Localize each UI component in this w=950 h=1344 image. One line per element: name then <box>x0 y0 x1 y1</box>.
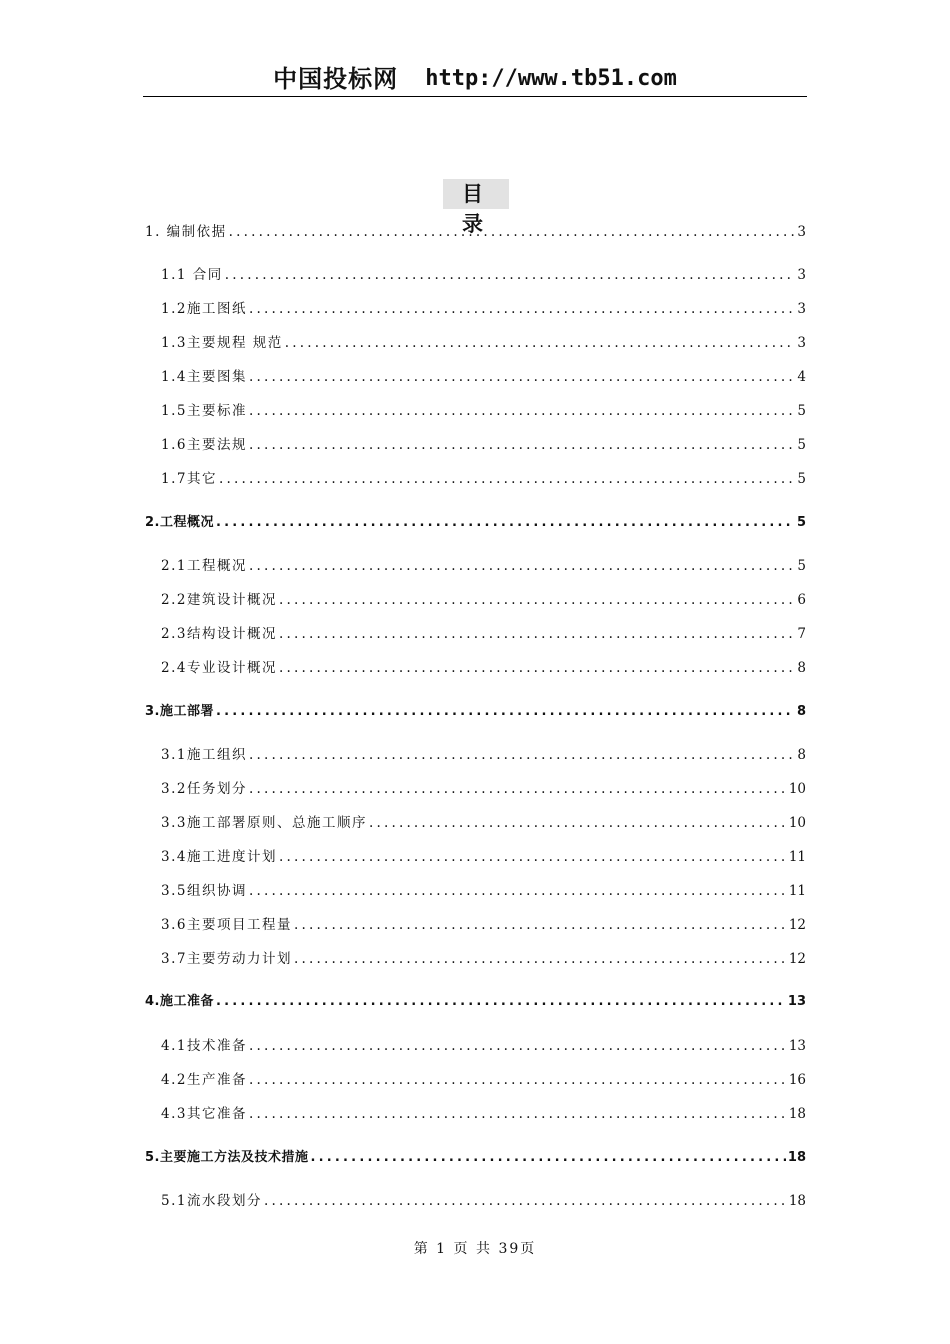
toc-entry-page: 5 <box>797 471 806 487</box>
toc-leader-dots <box>264 1192 787 1210</box>
toc-entry-label: 5.主要施工方法及技术措施 <box>145 1150 309 1165</box>
toc-leader-dots <box>216 514 795 532</box>
toc-leader-dots <box>310 1149 785 1167</box>
toc-entry-label: 4.施工准备 <box>145 994 214 1009</box>
toc-entry-page: 3 <box>797 335 806 351</box>
toc-leader-dots <box>249 557 795 575</box>
toc-entry[interactable] <box>145 1149 806 1167</box>
toc-entry[interactable] <box>161 1105 806 1123</box>
toc-entry-label: 3.6主要项目工程量 <box>161 917 292 933</box>
toc-entry[interactable] <box>161 557 806 575</box>
toc-entry-label: 3.3施工部署原则、总施工顺序 <box>161 815 367 831</box>
toc-entry-label: 2.工程概况 <box>145 515 214 530</box>
toc-entry-page: 8 <box>797 660 806 676</box>
toc-entry-label: 2.2建筑设计概况 <box>161 592 277 608</box>
toc-entry[interactable] <box>161 814 806 832</box>
toc-leader-dots <box>249 746 795 764</box>
toc-entry-page: 5 <box>797 558 806 574</box>
toc-leader-dots <box>225 266 796 284</box>
toc-leader-dots <box>249 1071 787 1089</box>
toc-leader-dots <box>216 993 786 1011</box>
toc-title: 目录 <box>443 179 509 209</box>
toc-entry[interactable] <box>161 334 806 352</box>
toc-entry-label: 4.1技术准备 <box>161 1038 247 1054</box>
toc-entry-label: 1.1 合同 <box>161 267 223 283</box>
toc-entry-label: 3.4施工进度计划 <box>161 849 277 865</box>
toc-leader-dots <box>369 814 787 832</box>
toc-entry[interactable] <box>161 266 806 284</box>
toc-entry-label: 3.2任务划分 <box>161 781 247 797</box>
site-name: 中国投标网 <box>273 65 399 93</box>
toc-leader-dots <box>285 334 796 352</box>
toc-entry-label: 1.5主要标准 <box>161 403 247 419</box>
toc-entry[interactable] <box>161 368 806 386</box>
toc-entry-label: 1.7其它 <box>161 471 217 487</box>
toc-entry-page: 13 <box>788 1038 806 1054</box>
toc-entry-label: 3.7主要劳动力计划 <box>161 951 292 967</box>
toc-entry[interactable] <box>161 625 806 643</box>
toc-entry[interactable] <box>161 916 806 934</box>
toc-entry-page: 7 <box>797 626 806 642</box>
toc-leader-dots <box>249 300 795 318</box>
toc-entry[interactable] <box>161 950 806 968</box>
toc-entry[interactable] <box>161 848 806 866</box>
toc-leader-dots <box>216 703 795 721</box>
toc-leader-dots <box>249 402 795 420</box>
toc-leader-dots <box>294 916 787 934</box>
toc-entry[interactable] <box>161 659 806 677</box>
toc-entry-page: 6 <box>797 592 806 608</box>
toc-entry-label: 1.2施工图纸 <box>161 301 247 317</box>
toc-entry-page: 5 <box>797 437 806 453</box>
toc-entry-page: 4 <box>797 369 806 385</box>
toc-leader-dots <box>219 470 795 488</box>
toc-entry[interactable] <box>161 470 806 488</box>
toc-entry[interactable] <box>161 882 806 900</box>
toc-leader-dots <box>249 780 787 798</box>
toc-entry-page: 10 <box>788 781 806 797</box>
toc-entry[interactable] <box>145 223 806 241</box>
toc-entry[interactable] <box>145 514 806 532</box>
toc-entry[interactable] <box>161 1192 806 1210</box>
toc-leader-dots <box>249 436 795 454</box>
toc-leader-dots <box>249 882 787 900</box>
toc-entry-label: 4.3其它准备 <box>161 1106 247 1122</box>
page-footer: 第 1 页 共 39页 <box>413 1241 537 1257</box>
toc-entry[interactable] <box>161 780 806 798</box>
toc-leader-dots <box>249 1105 787 1123</box>
toc-entry-page: 5 <box>797 403 806 419</box>
toc-entry-page: 3 <box>797 301 806 317</box>
toc-leader-dots <box>279 591 795 609</box>
toc-entry[interactable] <box>161 402 806 420</box>
toc-leader-dots <box>279 625 795 643</box>
toc-entry-page: 13 <box>787 994 806 1009</box>
toc-entry-page: 12 <box>788 951 806 967</box>
toc-entry-label: 2.3结构设计概况 <box>161 626 277 642</box>
toc-entry-page: 18 <box>788 1106 806 1122</box>
toc-entry-page: 5 <box>796 515 806 530</box>
toc-entry-label: 5.1流水段划分 <box>161 1193 262 1209</box>
toc-entry-page: 11 <box>788 849 806 865</box>
toc-leader-dots <box>294 950 787 968</box>
toc-entry[interactable] <box>145 993 806 1011</box>
site-url[interactable]: http://www.tb51.com <box>425 66 677 91</box>
toc-entry-label: 3.施工部署 <box>145 704 214 719</box>
toc-entry-label: 2.4专业设计概况 <box>161 660 277 676</box>
toc-entry-page: 8 <box>797 747 806 763</box>
toc-entry-page: 12 <box>788 917 806 933</box>
toc-entry-page: 16 <box>788 1072 806 1088</box>
toc-entry[interactable] <box>161 591 806 609</box>
toc-entry[interactable] <box>161 436 806 454</box>
toc-entry-label: 2.1工程概况 <box>161 558 247 574</box>
toc-entry-label: 3.1施工组织 <box>161 747 247 763</box>
toc-leader-dots <box>279 659 795 677</box>
toc-leader-dots <box>229 223 796 241</box>
toc-entry-label: 1.3主要规程 规范 <box>161 335 283 351</box>
toc-entry[interactable] <box>145 703 806 721</box>
toc-entry-page: 18 <box>788 1193 806 1209</box>
toc-entry-label: 1.6主要法规 <box>161 437 247 453</box>
toc-entry-page: 11 <box>788 883 806 899</box>
toc-entry-page: 3 <box>797 267 806 283</box>
toc-entry[interactable] <box>161 1037 806 1055</box>
toc-leader-dots <box>249 368 795 386</box>
toc-entry-page: 3 <box>797 224 806 240</box>
toc-entry-page: 10 <box>788 815 806 831</box>
toc-entry-page: 8 <box>796 704 806 719</box>
toc-leader-dots <box>279 848 787 866</box>
toc-entry-page: 18 <box>787 1150 806 1165</box>
toc-entry[interactable] <box>161 300 806 318</box>
toc-entry-label: 1. 编制依据 <box>145 224 227 240</box>
toc-leader-dots <box>249 1037 787 1055</box>
toc-entry[interactable] <box>161 746 806 764</box>
toc-entry-label: 1.4主要图集 <box>161 369 247 385</box>
toc-entry-label: 4.2生产准备 <box>161 1072 247 1088</box>
toc-entry-label: 3.5组织协调 <box>161 883 247 899</box>
toc-entry[interactable] <box>161 1071 806 1089</box>
